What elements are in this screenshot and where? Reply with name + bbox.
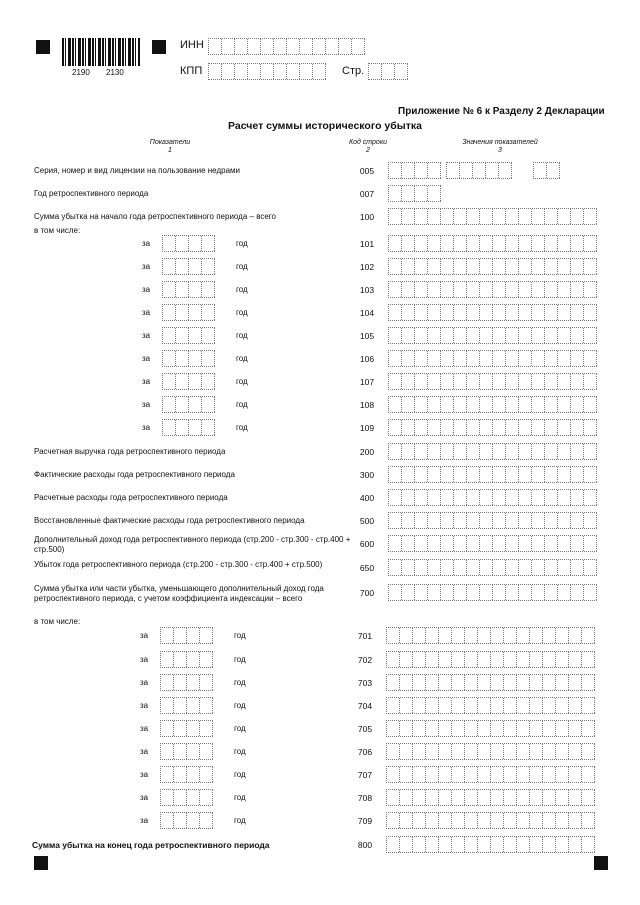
value-field[interactable] [388,281,597,298]
god-label: год [234,631,246,640]
value-field[interactable] [386,651,595,668]
god-label: год [234,724,246,733]
kpp-field[interactable] [208,63,326,80]
za-label: за [140,793,149,802]
za-label: за [140,816,149,825]
row-005-label: Серия, номер и вид лицензии на пользование недрами [34,166,240,175]
year-field[interactable] [162,281,215,298]
barcode-number-right: 2130 [106,68,124,77]
year-field[interactable] [160,789,213,806]
za-label: за [140,770,149,779]
year-field[interactable] [162,304,215,321]
za-label: за [140,724,149,733]
sub-row [0,258,640,278]
row-400-label: Расчетные расходы года ретроспективного периода [34,493,228,502]
za-label: за [142,285,151,294]
year-field[interactable] [160,766,213,783]
row-007-field[interactable] [388,185,441,202]
row-600-code: 600 [359,539,375,549]
god-label: год [236,262,248,271]
god-label: год [234,747,246,756]
god-label: год [236,354,248,363]
value-field[interactable] [388,396,597,413]
row-007-code: 007 [359,189,375,199]
appendix-title: Приложение № 6 к Разделу 2 Декларации [398,106,605,117]
row-700-label: Сумма убытка или части убытка, уменьшающего дополнительный доход года ретроспективного периода, с учетом коэффициента индексации – всего [34,584,324,603]
za-label: за [140,678,149,687]
row-400-code: 400 [359,493,375,503]
row-500-field[interactable] [388,512,597,529]
value-field[interactable] [386,789,595,806]
za-label: за [142,377,151,386]
year-field[interactable] [162,350,215,367]
row-code: 707 [357,770,373,780]
za-label: за [140,631,149,640]
barcode-number-left: 2190 [72,68,90,77]
row-code: 701 [357,631,373,641]
sub-row [0,396,640,416]
row-code: 107 [359,377,375,387]
value-field[interactable] [388,235,597,252]
sub-row [0,812,640,832]
za-label: за [142,308,151,317]
za-label: за [142,239,151,248]
sub-row [0,373,640,393]
value-field[interactable] [386,812,595,829]
value-field[interactable] [388,419,597,436]
corner-marker-bottom-left [34,856,48,870]
corner-marker-top-left [36,40,50,54]
za-label: за [142,354,151,363]
god-label: год [236,331,248,340]
year-field[interactable] [160,627,213,644]
corner-marker-top-mid [152,40,166,54]
god-label: год [234,770,246,779]
page-number-field[interactable] [368,63,408,80]
row-200-field[interactable] [388,443,597,460]
row-code: 102 [359,262,375,272]
za-label: за [140,701,149,710]
row-code: 706 [357,747,373,757]
god-label: год [236,239,248,248]
row-800-label: Сумма убытка на конец года ретроспективного периода [32,840,270,850]
row-code: 703 [357,678,373,688]
god-label: год [234,678,246,687]
row-650-field[interactable] [388,559,597,576]
row-200-code: 200 [359,447,375,457]
value-field[interactable] [386,743,595,760]
row-code: 105 [359,331,375,341]
year-field[interactable] [162,419,215,436]
sub-row [0,743,640,763]
inn-field[interactable] [208,38,365,55]
col-header-indicators-num: 1 [168,147,172,154]
za-label: за [140,747,149,756]
row-300-label: Фактические расходы года ретроспективного периода [34,470,235,479]
in-that-number-2: в том числе: [34,617,81,626]
row-code: 106 [359,354,375,364]
value-field[interactable] [386,766,595,783]
god-label: год [236,285,248,294]
year-field[interactable] [162,235,215,252]
row-code: 704 [357,701,373,711]
sub-row [0,350,640,370]
row-code: 108 [359,400,375,410]
god-label: год [234,655,246,664]
value-field[interactable] [388,327,597,344]
col-header-code-num: 2 [366,147,370,154]
row-650-code: 650 [359,563,375,573]
sub-row [0,304,640,324]
row-500-code: 500 [359,516,375,526]
row-800-field[interactable] [386,836,595,853]
sub-row [0,327,640,347]
sub-row [0,766,640,786]
za-label: за [142,331,151,340]
sub-row [0,789,640,809]
year-field[interactable] [160,812,213,829]
za-label: за [142,423,151,432]
row-700-field[interactable] [388,584,597,601]
value-field[interactable] [388,373,597,390]
row-code: 708 [357,793,373,803]
row-100-code: 100 [359,212,375,222]
col-header-values-num: 3 [498,147,502,154]
sub-row [0,697,640,717]
god-label: год [234,793,246,802]
value-field[interactable] [388,258,597,275]
col-header-indicators: Показатели [149,139,191,146]
row-200-label: Расчетная выручка года ретроспективного периода [34,447,226,456]
row-code: 709 [357,816,373,826]
value-field[interactable] [388,304,597,321]
za-label: за [140,655,149,664]
page-label: Стр. [342,65,365,77]
row-005-field-type[interactable] [533,162,560,179]
year-field[interactable] [160,697,213,714]
row-700-code: 700 [359,588,375,598]
row-005-code: 005 [359,166,375,176]
god-label: год [236,400,248,409]
god-label: год [234,701,246,710]
col-header-values: Значения показателей [462,139,538,146]
god-label: год [236,377,248,386]
year-field[interactable] [162,396,215,413]
col-header-code: Код строки [348,139,388,146]
sub-row [0,419,640,439]
value-field[interactable] [386,697,595,714]
year-field[interactable] [162,373,215,390]
sub-row [0,674,640,694]
row-code: 103 [359,285,375,295]
row-600-field[interactable] [388,535,597,552]
row-300-code: 300 [359,470,375,480]
year-field[interactable] [160,743,213,760]
value-field[interactable] [386,627,595,644]
sub-row [0,651,640,671]
row-005-field-number[interactable] [446,162,512,179]
year-field[interactable] [160,720,213,737]
god-label: год [236,308,248,317]
za-label: за [142,400,151,409]
inn-label: ИНН [180,39,204,51]
row-800-code: 800 [357,840,373,850]
year-field[interactable] [160,651,213,668]
row-650-label: Убыток года ретроспективного периода (стр.200 - стр.300 - стр.400 + стр.500) [34,560,323,569]
row-code: 104 [359,308,375,318]
row-100-label: Сумма убытка на начало года ретроспективного периода – всего [34,212,276,221]
value-field[interactable] [388,350,597,367]
sub-row [0,720,640,740]
za-label: за [142,262,151,271]
row-600-label: Дополнительный доход года ретроспективного периода (стр.200 - стр.300 - стр.400 + стр.500) [34,535,351,554]
god-label: год [234,816,246,825]
row-300-field[interactable] [388,466,597,483]
sub-row [0,627,640,647]
in-that-number-1: в том числе: [34,226,81,235]
row-005-field-series[interactable] [388,162,441,179]
sub-row [0,281,640,301]
row-100-field[interactable] [388,208,597,225]
row-code: 705 [357,724,373,734]
row-400-field[interactable] [388,489,597,506]
row-code: 702 [357,655,373,665]
god-label: год [236,423,248,432]
page-title: Расчет суммы исторического убытка [228,120,422,132]
corner-marker-bottom-right [594,856,608,870]
year-field[interactable] [162,327,215,344]
sub-row [0,235,640,255]
year-field[interactable] [162,258,215,275]
value-field[interactable] [386,720,595,737]
barcode [62,38,140,66]
row-code: 109 [359,423,375,433]
row-007-label: Год ретроспективного периода [34,189,149,198]
row-500-label: Восстановленные фактические расходы года ретроспективного периода [34,516,305,525]
kpp-label: КПП [180,65,203,77]
row-code: 101 [359,239,375,249]
value-field[interactable] [386,674,595,691]
year-field[interactable] [160,674,213,691]
